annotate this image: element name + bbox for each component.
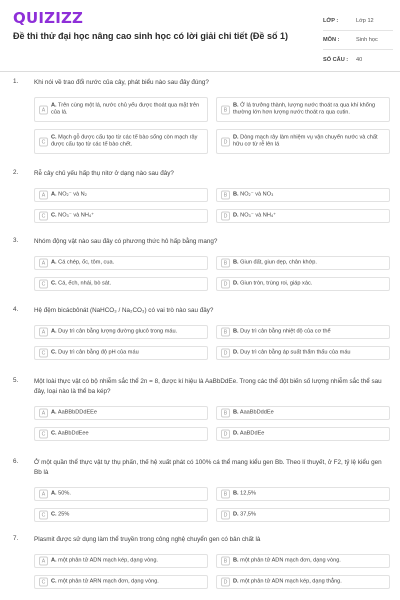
meta-table <box>323 12 393 69</box>
option-body: Giun đất, giun dẹp, chân khớp. <box>240 259 317 266</box>
option-label: C. <box>51 349 57 356</box>
answer-option-d[interactable] <box>216 277 390 291</box>
option-letter-badge: D <box>221 578 230 587</box>
answer-option-b[interactable] <box>216 188 390 202</box>
answer-option-d[interactable] <box>216 346 390 360</box>
option-label: B. <box>233 191 239 198</box>
option-text <box>51 430 205 438</box>
option-body: một phân tử ARN mạch đơn, dạng vòng. <box>58 578 159 585</box>
answer-option-a[interactable] <box>34 406 208 420</box>
answer-option-b[interactable] <box>216 97 390 122</box>
option-body: 37,5% <box>240 511 257 518</box>
option-letter-badge: B <box>221 490 230 499</box>
option-letter-badge: B <box>221 409 230 418</box>
option-text <box>233 134 387 149</box>
option-letter-badge: C <box>39 578 48 587</box>
option-body: 50%. <box>58 490 71 497</box>
answer-option-c[interactable] <box>34 346 208 360</box>
option-label: B. <box>233 409 239 416</box>
option-text <box>233 490 387 498</box>
option-label: C. <box>51 280 57 287</box>
question-number: 7. <box>13 535 19 542</box>
question-text: Một loài thực vật có bộ nhiễm sắc thể 2n = 8, được kí hiệu là AaBbDdEe. Trong các thể đột biến số lượng nhiễm sắc thể sau đây, loại nào là thể ba kép? <box>34 378 382 395</box>
option-label: D. <box>233 212 239 219</box>
option-letter-badge: C <box>39 430 48 439</box>
question-text: Khi nói về trao đổi nước của cây, phát biểu nào sau đây đúng? <box>34 79 209 86</box>
question-number: 1. <box>13 78 19 85</box>
meta-value: 40 <box>356 56 363 63</box>
answer-option-c[interactable] <box>34 209 208 223</box>
option-body: Ở lá trưởng thành, lượng nước thoát ra qua khí khổng thường lớn hơn lượng nước thoát ra qua cutin. <box>233 102 376 116</box>
question-number: 2. <box>13 169 19 176</box>
option-letter-badge: A <box>39 105 48 114</box>
option-label: D. <box>233 280 239 287</box>
option-text <box>233 349 387 357</box>
option-text <box>233 259 387 267</box>
meta-key: LỚP : <box>323 18 339 24</box>
option-label: D. <box>233 511 239 518</box>
option-label: D. <box>233 349 239 356</box>
option-body: AaBBbDDdEEe <box>57 409 98 416</box>
option-text <box>233 280 387 288</box>
option-text <box>51 280 205 288</box>
option-label: A. <box>51 191 57 198</box>
option-body: Trên cùng một lá, nước chủ yếu được thoát qua mặt trên của lá. <box>51 102 200 116</box>
option-label: C. <box>51 134 57 140</box>
option-text <box>233 102 387 117</box>
option-letter-badge: B <box>221 105 230 114</box>
option-label: C. <box>51 511 57 518</box>
option-body: một phân tử ADN mạch kép, dạng thẳng. <box>240 578 342 585</box>
answer-option-d[interactable] <box>216 129 390 154</box>
option-label: D. <box>233 430 239 437</box>
option-text <box>51 328 205 336</box>
option-label: A. <box>51 328 57 335</box>
option-label: A. <box>51 102 57 108</box>
option-text <box>51 409 205 417</box>
answer-option-a[interactable] <box>34 256 208 270</box>
answer-option-b[interactable] <box>216 487 390 501</box>
option-text <box>51 212 205 220</box>
meta-key: SỐ CÂU : <box>323 56 349 63</box>
answer-option-a[interactable] <box>34 97 208 122</box>
option-letter-badge: D <box>221 212 230 221</box>
option-body: một phân tử ADN mạch đơn, dạng vòng. <box>240 557 341 564</box>
option-body: AaaBbDddEe <box>239 409 274 416</box>
option-letter-badge: A <box>39 191 48 200</box>
option-letter-badge: D <box>221 511 230 520</box>
option-text <box>51 557 205 565</box>
option-body: một phân tử ADN mạch kép, dạng vòng. <box>58 557 158 564</box>
meta-row-count <box>323 50 393 69</box>
option-label: A. <box>51 409 57 416</box>
option-letter-badge: D <box>221 280 230 289</box>
answer-option-d[interactable] <box>216 209 390 223</box>
answer-option-c[interactable] <box>34 427 208 441</box>
option-body: Cá, ếch, nhái, bò sát. <box>58 280 112 287</box>
answer-option-d[interactable] <box>216 508 390 522</box>
option-label: C. <box>51 212 57 219</box>
meta-key: MÔN : <box>323 37 340 43</box>
option-text <box>233 430 387 438</box>
option-text <box>51 191 205 199</box>
option-letter-badge: C <box>39 511 48 520</box>
option-label: A. <box>51 259 57 266</box>
option-body: Giun tròn, trùng roi, giáp xác. <box>240 280 313 287</box>
option-text <box>233 511 387 519</box>
answer-option-c[interactable] <box>34 277 208 291</box>
option-text <box>51 578 205 586</box>
option-body: Dòng mạch rây làm nhiệm vụ vận chuyển nước và chất hữu cơ từ rễ lên lá <box>233 134 378 148</box>
option-label: D. <box>233 134 239 140</box>
option-label: B. <box>233 557 239 564</box>
answer-option-a[interactable] <box>34 554 208 568</box>
option-body: 12,5% <box>240 490 257 497</box>
page-header <box>0 0 400 72</box>
option-letter-badge: B <box>221 191 230 200</box>
question-number: 4. <box>13 306 19 313</box>
option-text <box>233 212 387 220</box>
option-text <box>51 511 205 519</box>
option-body: NO₂⁻ và NO₃ <box>240 191 274 198</box>
answer-option-b[interactable] <box>216 325 390 339</box>
answer-option-c[interactable] <box>34 508 208 522</box>
question-number: 5. <box>13 377 19 384</box>
answer-option-d[interactable] <box>216 427 390 441</box>
meta-row-subject <box>323 31 393 50</box>
option-body: Duy trì cân bằng nhiệt độ của cơ thể <box>240 328 331 335</box>
answer-option-c[interactable] <box>34 129 208 154</box>
option-body: AaBbDdEee <box>57 430 89 437</box>
option-letter-badge: A <box>39 259 48 268</box>
option-letter-badge: A <box>39 409 48 418</box>
option-body: 25% <box>58 511 70 518</box>
option-body: NO₂⁻ và N₂ <box>58 191 87 198</box>
option-letter-badge: C <box>39 212 48 221</box>
question-text: Nhóm động vật nào sau đây có phương thức hô hấp bằng mang? <box>34 238 218 245</box>
option-label: B. <box>233 328 239 335</box>
question-number: 6. <box>13 458 19 465</box>
option-body: Duy trì cân bằng độ pH của máu <box>58 349 139 356</box>
option-text <box>233 409 387 417</box>
option-body: NO₃⁻ và NH₄⁺ <box>240 212 277 219</box>
option-text <box>51 490 205 498</box>
option-letter-badge: D <box>221 349 230 358</box>
option-letter-badge: B <box>221 259 230 268</box>
answer-option-a[interactable] <box>34 487 208 501</box>
option-letter-badge: D <box>221 137 230 146</box>
answer-option-d[interactable] <box>216 575 390 589</box>
option-label: B. <box>233 259 239 266</box>
page-title: Đề thi thử đại học nâng cao sinh học có lời giải chi tiết (Đề số 1) <box>13 31 288 41</box>
option-text <box>51 102 205 117</box>
answer-option-b[interactable] <box>216 554 390 568</box>
meta-row-class <box>323 12 393 31</box>
question-text: Plasmit được sử dụng làm thể truyền trong công nghệ chuyển gen có bản chất là <box>34 536 261 543</box>
option-label: B. <box>233 490 239 497</box>
option-label: B. <box>233 102 239 108</box>
option-letter-badge: A <box>39 328 48 337</box>
option-text <box>51 349 205 357</box>
option-letter-badge: B <box>221 328 230 337</box>
option-text <box>233 328 387 336</box>
option-letter-badge: A <box>39 557 48 566</box>
answer-option-b[interactable] <box>216 256 390 270</box>
question-text: Ở một quần thể thực vật tự thụ phấn, thế hệ xuất phát có 100% cá thể mang kiểu gen Bb. Theo lí thuyết, ở F2, tỷ lệ kiểu gen Bb là <box>34 459 382 476</box>
answer-option-a[interactable] <box>34 188 208 202</box>
option-text <box>233 578 387 586</box>
option-letter-badge: C <box>39 349 48 358</box>
option-body: NO₃⁻ và NH₄⁺ <box>58 212 95 219</box>
option-text <box>233 191 387 199</box>
question-text: Hệ đệm bicácbônát (NaHCO₃ / Na₂CO₃) có vai trò nào sau đây? <box>34 307 214 314</box>
option-letter-badge: B <box>221 557 230 566</box>
option-letter-badge: D <box>221 430 230 439</box>
option-body: Duy trì cân bằng lượng đường glucô trong máu. <box>58 328 178 335</box>
option-label: A. <box>51 557 57 564</box>
question-number: 3. <box>13 237 19 244</box>
meta-value: Sinh học <box>356 37 378 43</box>
option-body: Duy trì cân bằng áp suất thẩm thấu của máu <box>240 349 351 356</box>
answer-option-c[interactable] <box>34 575 208 589</box>
option-body: AaBDdEe <box>239 430 265 437</box>
option-body: Mạch gỗ được cấu tạo từ các tế bào sống còn mạch rây được cấu tạo từ các tế bào chết. <box>51 134 198 148</box>
question-text: Rễ cây chủ yếu hấp thụ nitơ ở dạng nào sau đây? <box>34 170 174 177</box>
option-text <box>233 557 387 565</box>
option-body: Cá chép, ốc, tôm, cua. <box>58 259 115 266</box>
meta-value: Lớp 12 <box>356 18 374 24</box>
option-text <box>51 259 205 267</box>
answer-option-a[interactable] <box>34 325 208 339</box>
option-letter-badge: C <box>39 280 48 289</box>
option-label: C. <box>51 578 57 585</box>
option-text <box>51 134 205 149</box>
option-letter-badge: C <box>39 137 48 146</box>
quizizz-logo[interactable]: QUIZIZZ <box>13 9 84 27</box>
option-label: D. <box>233 578 239 585</box>
answer-option-b[interactable] <box>216 406 390 420</box>
option-letter-badge: A <box>39 490 48 499</box>
option-label: C. <box>51 430 57 437</box>
option-label: A. <box>51 490 57 497</box>
